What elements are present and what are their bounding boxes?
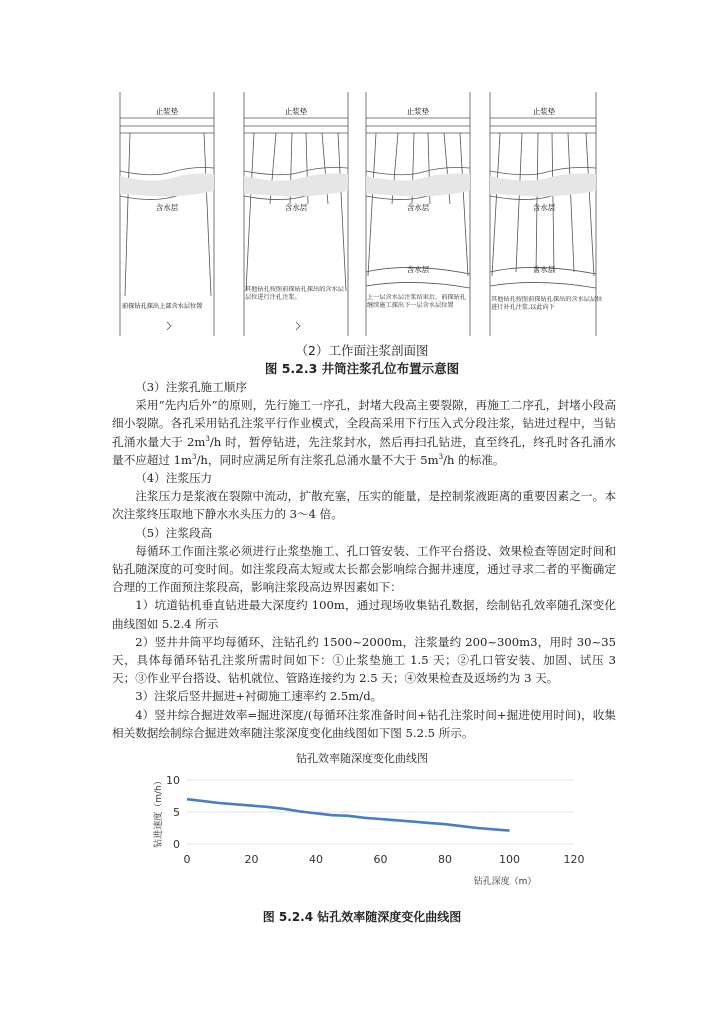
panel-2-top-label: 止浆垫	[284, 107, 308, 116]
chart-svg	[150, 768, 600, 896]
panel-4	[482, 86, 607, 336]
x-tick-label: 40	[309, 853, 323, 866]
panel-2	[236, 86, 356, 336]
x-axis-label: 钻孔深度（m）	[473, 877, 537, 887]
y-tick-label: 0	[173, 838, 180, 851]
section-5-item-3: 3）注浆后竖井掘进+衬砌施工速率约 2.5m/d。	[135, 689, 383, 704]
panel-2-mid-label: 含水层	[284, 203, 308, 212]
section-5-paragraph: 每循环工作面注浆必须进行止浆垫施工、孔口管安装、工作平台搭设、效果检查等固定时间和钻孔随深度的可变时间。如注浆段高太短或太长都会影响综合掘井速度，通过寻求二者的平衡确定合理的工作面预注浆段高，影响注浆段高边界因素如下：	[112, 543, 616, 595]
panel-4-note: 其他钻孔按照前探钻孔探出的含水层层位进行补孔注浆,以此向下	[491, 296, 603, 311]
panel-1-mid-label: 含水层	[155, 203, 179, 212]
body-text	[112, 378, 616, 742]
figure-5-2-4-caption: 图 5.2.4 钻孔效率随深度变化曲线图	[262, 910, 462, 924]
section-5-item-4: 4）竖井综合掘进效率=掘进深度/(每循环注浆准备时间+钻孔注浆时间+掘进使用时间)，收集相关数据绘制综合掘进效率随注浆深度变化曲线图如下图 5.2.5 所示。	[112, 707, 616, 740]
section-5-item-2: 2）竖井井筒平均每循环，注钻孔约 1500~2000m，注浆量约 200~300m3，用时 30~35 天，具体每循环钻孔注浆所需时间如下：①止浆垫施工 1.5 天；②孔口管安装、加固、试压 3 天；③作业平台搭设、钻机就位、管路连接约为 2.5 天；④效果检查及返场约为 3 天。	[112, 634, 616, 686]
panel-3-note: 上一层含水层注浆结束后，前探钻孔继续施工探出下一层含水层位置	[367, 294, 466, 309]
x-tick-label: 0	[183, 853, 191, 866]
panel-2-note: 其他钻孔按照前探钻孔探出的含水层层位进行注孔注浆。	[245, 286, 344, 301]
section-5-item-1: 1）坑道钻机垂直钻进最大深度约 100m，通过现场收集钻孔数据，绘制钻孔效率随孔深变化曲线图如 5.2.4 所示	[112, 598, 616, 631]
panel-1	[112, 86, 222, 336]
section-4-paragraph: 注浆压力是浆液在裂隙中流动，扩散充塞，压实的能量，是控制浆液距离的重要因素之一。本次注浆终压取地下静水水头压力的 3～4 倍。	[112, 489, 616, 522]
x-tick-label: 100	[499, 853, 520, 866]
section-3-paragraph: 采用“先内后外”的原则，先行施工一序孔，封堵大段高主要裂隙，再施工二序孔，封堵小段高细小裂隙。各孔采用钻孔注浆平行作业模式，全段高采用下行压入式分段注浆，钻进过程中，当钻孔涌水量大于 $2m^3/h$ 时，暂停钻进，先注浆封水，然后再扫孔钻进，直至终孔，终孔时各孔涌水量不应超过 $1m^3/h$，同时应满足所有注浆孔总涌水量不大于 $5m^3/h$ 的标准。	[112, 398, 617, 467]
panel-4-top-label: 止浆垫	[532, 107, 556, 116]
panel-3-low-label: 含水层	[406, 265, 430, 274]
efficiency-chart	[150, 768, 600, 896]
panel-1-top-label: 止浆垫	[155, 107, 179, 116]
panel-3-top-label: 止浆垫	[406, 107, 430, 116]
section-5-heading: （5）注浆段高	[135, 525, 213, 540]
chart-title: 钻孔效率随深度变化曲线图	[296, 752, 428, 765]
section-3-heading: （3）注浆孔施工顺序	[135, 380, 247, 394]
series-line	[187, 799, 510, 830]
section-diagram-panels	[112, 86, 622, 336]
figure-caption: 图 5.2.3 井筒注浆孔位布置示意图	[264, 361, 460, 376]
panel-4-mid-label: 含水层	[532, 203, 556, 212]
section-4-heading: （4）注浆压力	[135, 471, 213, 486]
y-axis-label: 钻进速度（m/h）	[154, 776, 164, 848]
figure-subcaption: （2）工作面注浆剖面图	[295, 343, 429, 358]
panel-4-low-label: 含水层	[532, 265, 556, 274]
y-tick-label: 5	[173, 806, 180, 819]
x-tick-label: 80	[438, 853, 452, 866]
y-tick-label: 10	[166, 774, 180, 787]
panel-3	[358, 86, 478, 336]
x-tick-label: 60	[373, 853, 388, 866]
panel-1-note: 前探钻孔探出上部含水层位置	[122, 303, 203, 310]
panel-3-mid-label: 含水层	[406, 203, 430, 212]
x-tick-label: 20	[244, 853, 259, 866]
x-tick-label: 120	[563, 853, 585, 866]
